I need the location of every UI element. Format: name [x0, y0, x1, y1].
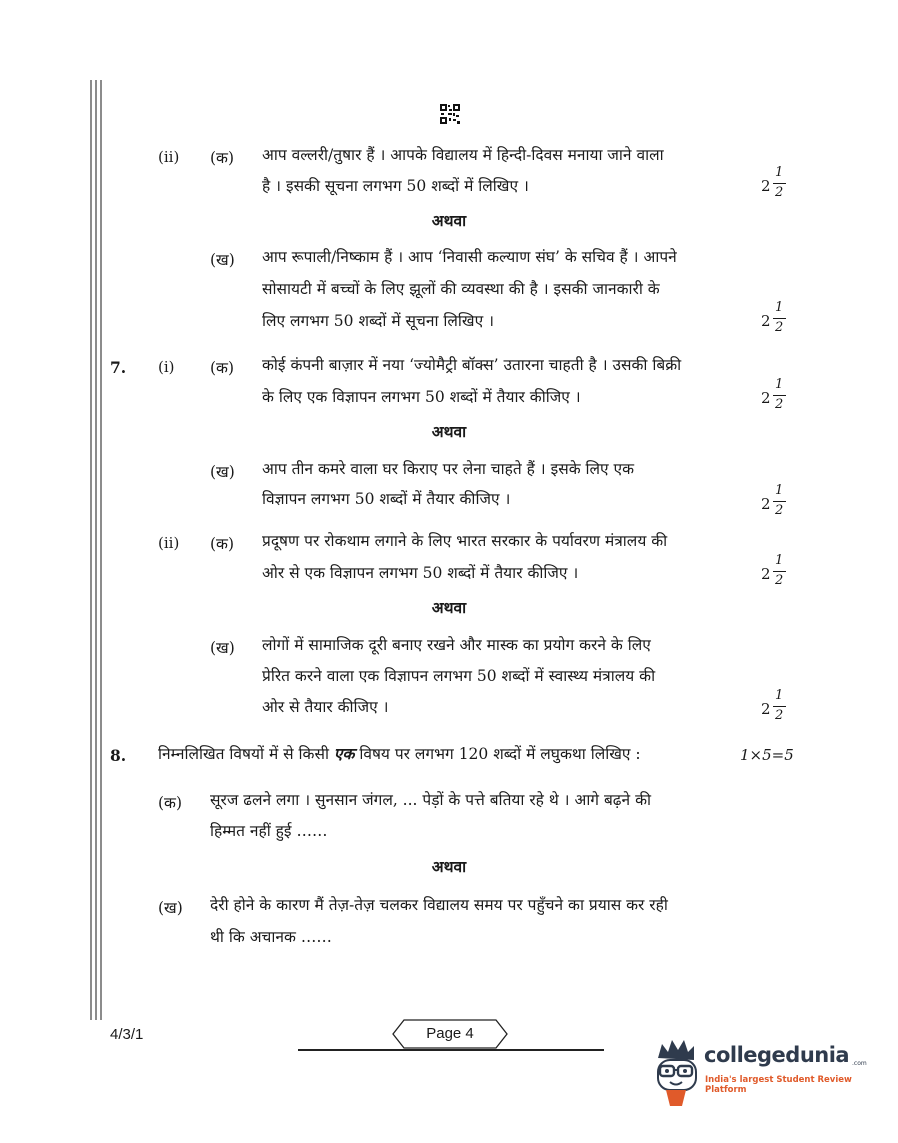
mascot-logo-icon — [648, 1034, 704, 1110]
question-text: प्रेरित करने वाला एक विज्ञापन लगभग 50 शब्दों में स्वास्थ्य मंत्रालय की — [262, 667, 656, 685]
option-label: (क) — [210, 359, 234, 377]
subquestion-roman: (i) — [158, 358, 175, 376]
qr-code-icon — [440, 104, 460, 124]
question-text: विज्ञापन लगभग 50 शब्दों में तैयार कीजिए । — [262, 490, 511, 508]
marks-value — [761, 165, 791, 205]
question-text: देरी होने के कारण मैं तेज़-तेज़ चलकर विद्यालय समय पर पहुँचने का प्रयास कर रही — [210, 896, 668, 914]
question-text: ओर से तैयार कीजिए । — [262, 698, 389, 716]
marks-denominator: 2 — [775, 185, 784, 200]
question-number: 7. — [110, 358, 127, 377]
question-text: ओर से एक विज्ञापन लगभग 50 शब्दों में तैयार कीजिए । — [262, 564, 579, 582]
question-text: है । इसकी सूचना लगभग 50 शब्दों में लिखिए । — [262, 177, 529, 195]
marks-value: 2 1 2 — [761, 300, 791, 340]
question-text: कोई कंपनी बाज़ार में नया ‘ज्योमैट्री बॉक्स’ उतारना चाहती है । उसकी बिक्री — [262, 356, 682, 374]
marks-value: 2 1 2 — [761, 553, 791, 593]
question-text: आप वल्लरी/तुषार हैं । आपके विद्यालय में हिन्दी-दिवस मनाया जाने वाला — [262, 146, 664, 164]
option-label: (क) — [210, 535, 234, 553]
option-label: (ख) — [158, 899, 183, 917]
question-text: प्रदूषण पर रोकथाम लगाने के लिए भारत सरकार के पर्यावरण मंत्रालय की — [262, 532, 668, 550]
marks-numerator: 1 — [775, 165, 784, 180]
question-text: आप तीन कमरे वाला घर किराए पर लेना चाहते हैं । इसके लिए एक — [262, 460, 635, 478]
or-divider: अथवा — [431, 857, 467, 876]
brand-watermark — [648, 1034, 878, 1114]
marks-value: 2 1 2 — [761, 688, 791, 728]
question-text: सूरज ढलने लगा । सुनसान जंगल, ... पेड़ों के पत्ते बतिया रहे थे । आगे बढ़ने की — [210, 791, 651, 809]
page-indicator — [392, 1019, 508, 1049]
question-text: आप रूपाली/निष्काम हैं । आप ‘निवासी कल्याण संघ’ के सचिव हैं । आपने — [262, 248, 677, 266]
or-divider: अथवा — [431, 598, 467, 617]
brand-com: .com — [852, 1060, 867, 1067]
question-text: हिम्मत नहीं हुई …… — [210, 822, 328, 840]
option-label: (ख) — [210, 251, 235, 269]
footer-rule — [298, 1049, 604, 1051]
question-stem: निम्नलिखित विषयों में से किसी एक विषय पर लगभग 120 शब्दों में लघुकथा लिखिए : — [158, 744, 641, 763]
option-label: (क) — [158, 794, 182, 812]
option-label: (ख) — [210, 463, 235, 481]
question-number: 8. — [110, 746, 127, 765]
or-divider: अथवा — [431, 211, 467, 230]
brand-tagline: India's largest Student Review Platform — [705, 1075, 852, 1095]
subquestion-roman: (ii) — [158, 534, 180, 552]
or-divider: अथवा — [431, 422, 467, 441]
question-text: के लिए एक विज्ञापन लगभग 50 शब्दों में तैयार कीजिए । — [262, 388, 581, 406]
brand-name: collegedunia — [704, 1043, 850, 1067]
marks-value: 2 1 2 — [761, 377, 791, 417]
subquestion-roman: (ii) — [158, 148, 180, 166]
option-label: (ख) — [210, 639, 235, 657]
question-text: थी कि अचानक …… — [210, 928, 332, 946]
question-text: सोसायटी में बच्चों के लिए झूलों की व्यवस्था की है । इसकी जानकारी के — [262, 280, 660, 298]
option-label: (क) — [210, 149, 234, 167]
marks-whole: 2 — [761, 177, 771, 195]
marks-total: 1×5=5 — [740, 746, 794, 764]
question-text: लिए लगभग 50 शब्दों में सूचना लिखिए । — [262, 312, 494, 330]
marks-value: 2 1 2 — [761, 483, 791, 523]
question-text: लोगों में सामाजिक दूरी बनाए रखने और मास्क का प्रयोग करने के लिए — [262, 636, 651, 654]
paper-code: 4/3/1 — [110, 1026, 144, 1043]
page-number: Page 4 — [426, 1025, 474, 1042]
